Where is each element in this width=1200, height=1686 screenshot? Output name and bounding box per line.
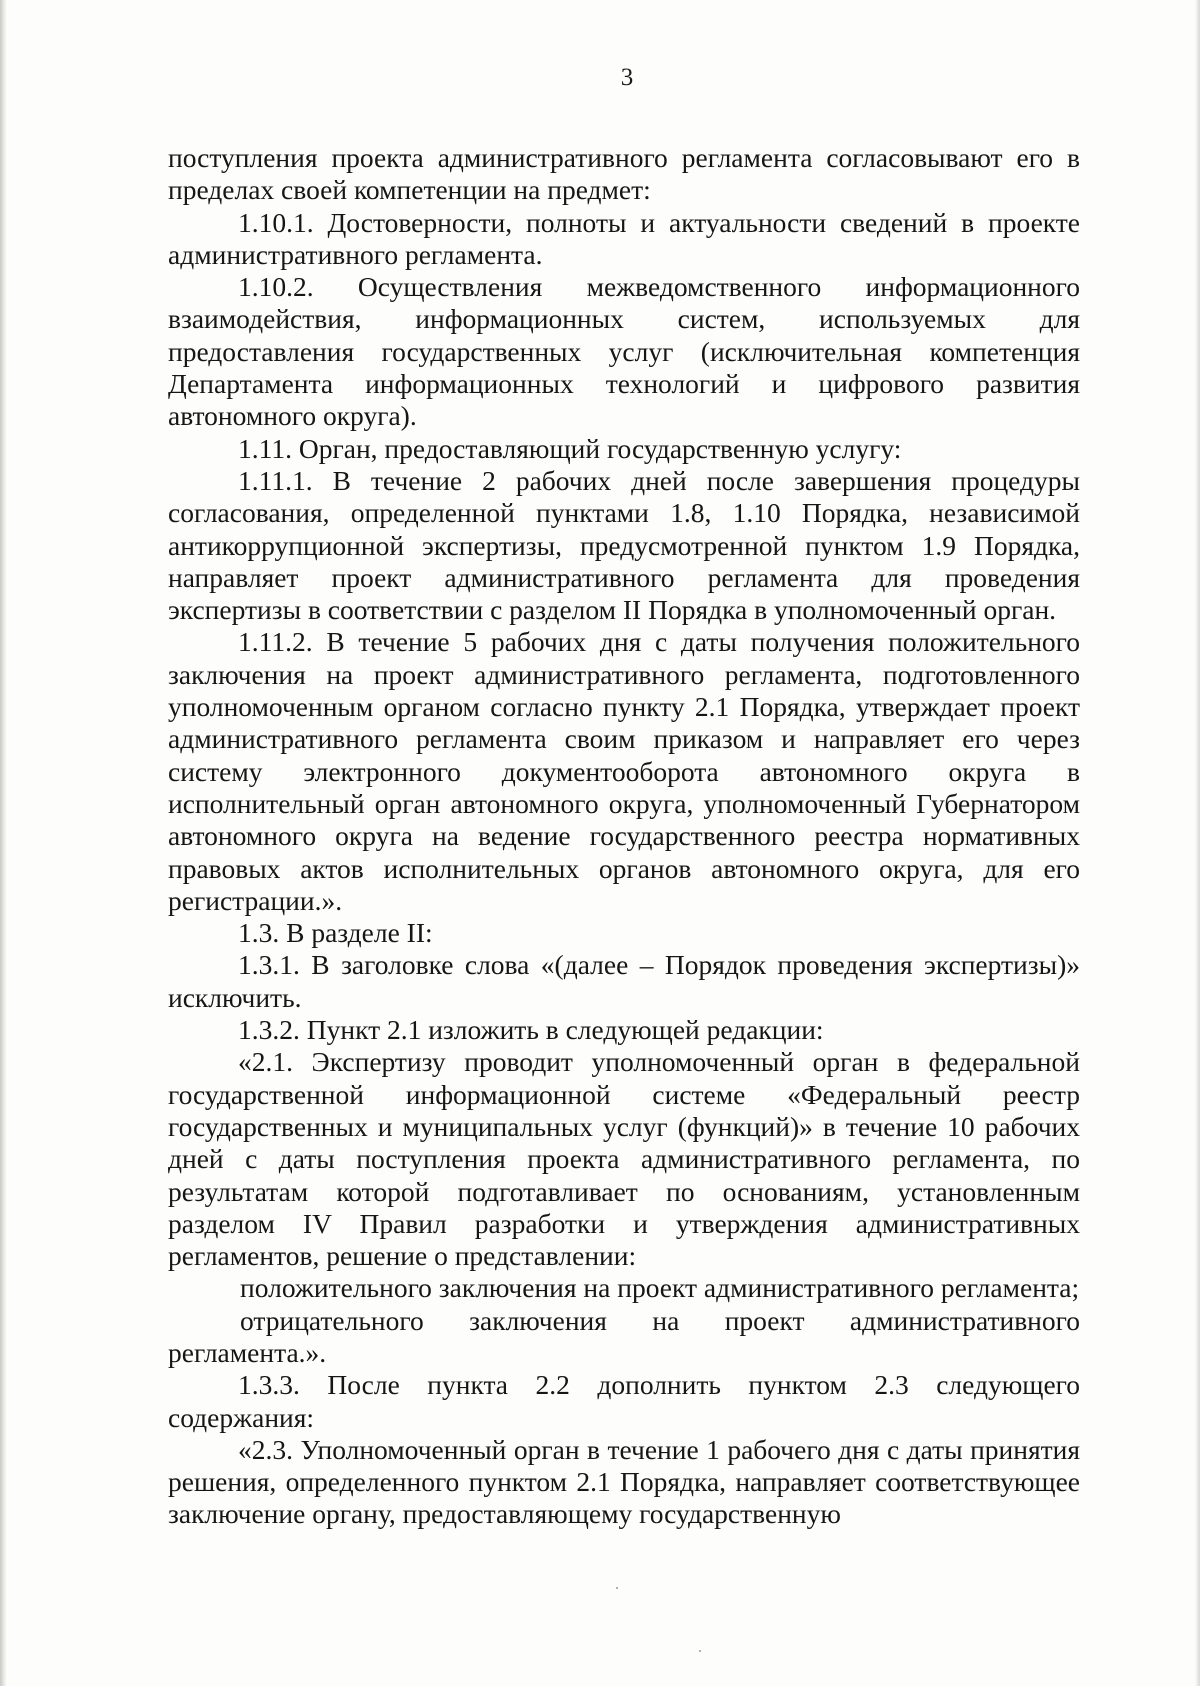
- paragraph-1-3-3: 1.3.3. После пункта 2.2 дополнить пунктом 2.3 следующего содержания:: [168, 1369, 1080, 1433]
- paragraph-1-11-2: 1.11.2. В течение 5 рабочих дня с даты получения положительного заключения на проект административного регламента, подготовленного уполномоченным органом согласно пункту 2.1 Порядка, утверждает проект административного регламента своим приказом и направляет его через систему электронного документооборота автономного округа в исполнительный орган автономного округа, уполномоченный Губернатором автономного округа на ведение государственного реестра нормативных правовых актов исполнительных органов автономного округа, для его регистрации.».: [168, 626, 1080, 916]
- paragraph-quote-2-1: «2.1. Экспертизу проводит уполномоченный орган в федеральной государственной информационной системе «Федеральный реестр государственных и муниципальных услуг (функций)» в течение 10 рабочих дней с даты поступления проекта административного регламента, по результатам которой подготавливает по основаниям, установленным разделом IV Правил разработки и утверждения административных регламентов, решение о представлении:: [168, 1046, 1080, 1272]
- paragraph-1-11-1: 1.11.1. В течение 2 рабочих дней после завершения процедуры согласования, определенной пунктами 1.8, 1.10 Порядка, независимой антикоррупционной экспертизы, предусмотренной пунктом 1.9 Порядка, направляет проект административного регламента для проведения экспертизы в соответствии с разделом II Порядка в уполномоченный орган.: [168, 464, 1080, 626]
- page-number: 3: [620, 64, 634, 91]
- paragraph-continuation: поступления проекта административного регламента согласовывают его в пределах своей компетенции на предмет:: [168, 142, 1080, 206]
- paragraph-negative-conclusion: отрицательного заключения на проект административного регламента.».: [168, 1304, 1080, 1368]
- scan-edge-right: [1195, 0, 1200, 1686]
- paragraph-1-3: 1.3. В разделе II:: [238, 917, 433, 949]
- paragraph-1-10-2: 1.10.2. Осуществления межведомственного информационного взаимодействия, информационных систем, используемых для предоставления государственных услуг (исключительная компетенция Департамента информационных технологий и цифрового развития автономного округа).: [168, 271, 1080, 432]
- paragraph-positive-conclusion: положительного заключения на проект административного регламента;: [240, 1272, 1080, 1304]
- paragraph-1-10-1: 1.10.1. Достоверности, полноты и актуальности сведений в проекте административного регламента.: [168, 206, 1080, 270]
- scan-speck: [616, 1587, 618, 1589]
- paragraph-quote-2-3: «2.3. Уполномоченный орган в течение 1 рабочего дня с даты принятия решения, определенного пунктом 2.1 Порядка, направляет соответствующее заключение органу, предоставляющему государственную: [168, 1433, 1080, 1530]
- paragraph-1-3-2: 1.3.2. Пункт 2.1 изложить в следующей редакции:: [238, 1014, 824, 1046]
- paragraph-1-11: 1.11. Орган, предоставляющий государственную услугу:: [238, 432, 902, 464]
- scan-speck: [699, 1650, 701, 1652]
- document-body: [168, 142, 1080, 1531]
- paragraph-1-3-1: 1.3.1. В заголовке слова «(далее – Порядок проведения экспертизы)» исключить.: [168, 949, 1080, 1013]
- scan-edge-left: [0, 0, 7, 1686]
